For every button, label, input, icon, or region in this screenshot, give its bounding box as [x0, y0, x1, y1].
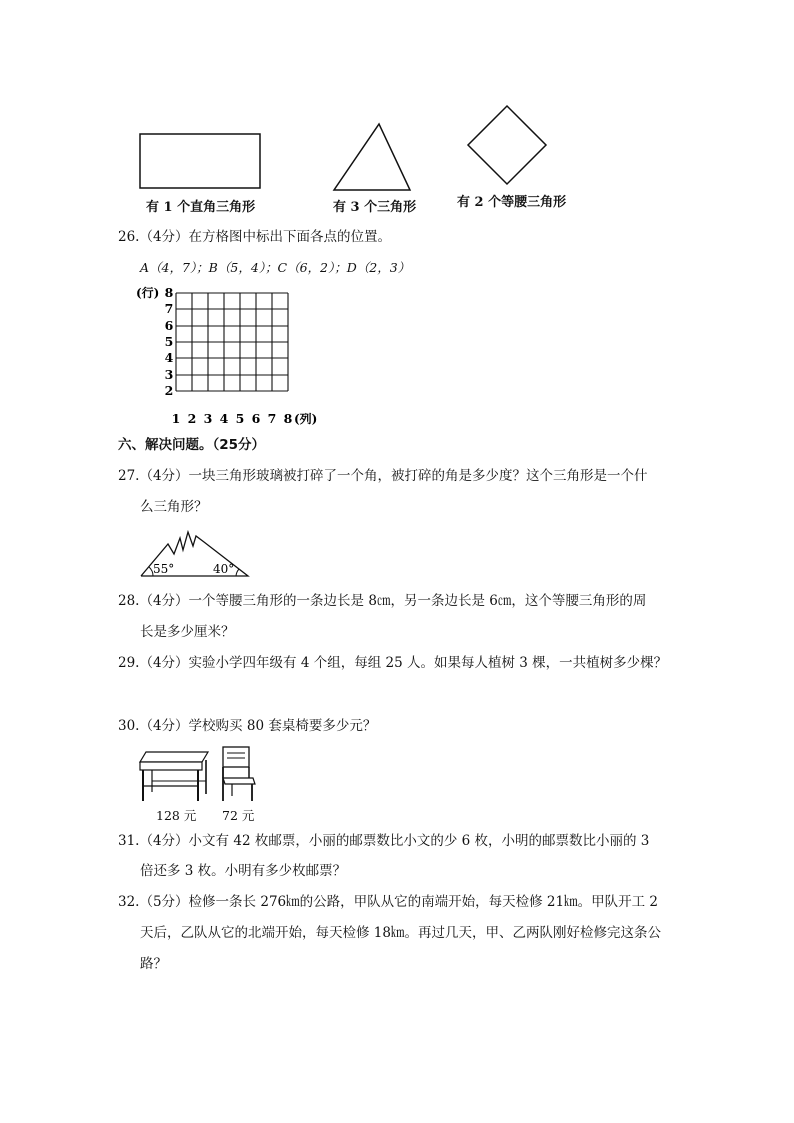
coordinate-grid [136, 284, 336, 430]
question-32-line1: 32.（5分）检修一条长 276㎞的公路，甲队从它的南端开始，每天检修 21㎞。甲队开工 2 [118, 894, 658, 910]
diamond-figure [466, 104, 548, 186]
grid-row-label: (行) [136, 286, 160, 300]
x-tick-4: 4 [219, 411, 229, 426]
question-32-line2: 天后，乙队从它的北端开始，每天检修 18㎞。再过几天，甲、乙两队刚好检修完这条公 [140, 925, 661, 941]
rectangle-figure [138, 132, 262, 190]
y-tick-3: 3 [164, 367, 174, 382]
grid-col-label: (列) [294, 412, 318, 426]
y-tick-5: 5 [164, 334, 174, 349]
chair-figure [218, 744, 258, 804]
section-six-title: 六、解决问题。（25分） [118, 437, 266, 453]
angle-40-label: 40° [213, 562, 235, 576]
rectangle-caption: 有 1 个直角三角形 [146, 200, 256, 215]
triangle-figure [332, 121, 412, 193]
question-26: 26.（4分）在方格图中标出下面各点的位置。 [118, 229, 392, 245]
question-30: 30.（4分）学校购买 80 套桌椅要多少元？ [118, 718, 377, 734]
desk-figure [138, 748, 212, 804]
question-27-line2: 么三角形？ [140, 499, 208, 515]
question-27-line1: 27.（4分）一块三角形玻璃被打碎了一个角，被打碎的角是多少度？这个三角形是一个什 [118, 468, 648, 484]
x-tick-3: 3 [203, 411, 213, 426]
y-tick-8: 8 [164, 285, 174, 300]
x-tick-2: 2 [187, 411, 197, 426]
question-31-line1: 31.（4分）小文有 42 枚邮票，小丽的邮票数比小文的少 6 枚，小明的邮票数比小丽的 3 [118, 833, 650, 849]
x-tick-5: 5 [235, 411, 245, 426]
y-tick-4: 4 [164, 350, 174, 365]
desk-price: 128 元 [156, 808, 197, 823]
broken-triangle-figure [138, 526, 254, 580]
x-tick-8: 8 [283, 411, 293, 426]
question-28-line1: 28.（4分）一个等腰三角形的一条边长是 8㎝，另一条边长是 6㎝，这个等腰三角形的周 [118, 593, 647, 609]
question-32-line3: 路？ [140, 956, 167, 972]
triangle-caption: 有 3 个三角形 [333, 200, 417, 215]
angle-55-label: 55° [153, 562, 175, 576]
question-29: 29.（4分）实验小学四年级有 4 个组，每组 25 人。如果每人植树 3 棵，一共植树多少棵？ [118, 655, 668, 671]
x-tick-6: 6 [251, 411, 261, 426]
chair-price: 72 元 [222, 808, 255, 823]
y-tick-7: 7 [164, 301, 174, 316]
x-tick-7: 7 [267, 411, 277, 426]
question-26-points: A（4，7）；B（5，4）；C（6，2）；D（2，3） [140, 260, 411, 275]
y-tick-6: 6 [164, 318, 174, 333]
question-31-line2: 倍还多 3 枚。小明有多少枚邮票？ [140, 863, 347, 879]
question-28-line2: 长是多少厘米？ [140, 624, 235, 640]
y-tick-2: 2 [164, 383, 174, 398]
x-tick-1: 1 [171, 411, 181, 426]
diamond-caption: 有 2 个等腰三角形 [457, 195, 567, 210]
